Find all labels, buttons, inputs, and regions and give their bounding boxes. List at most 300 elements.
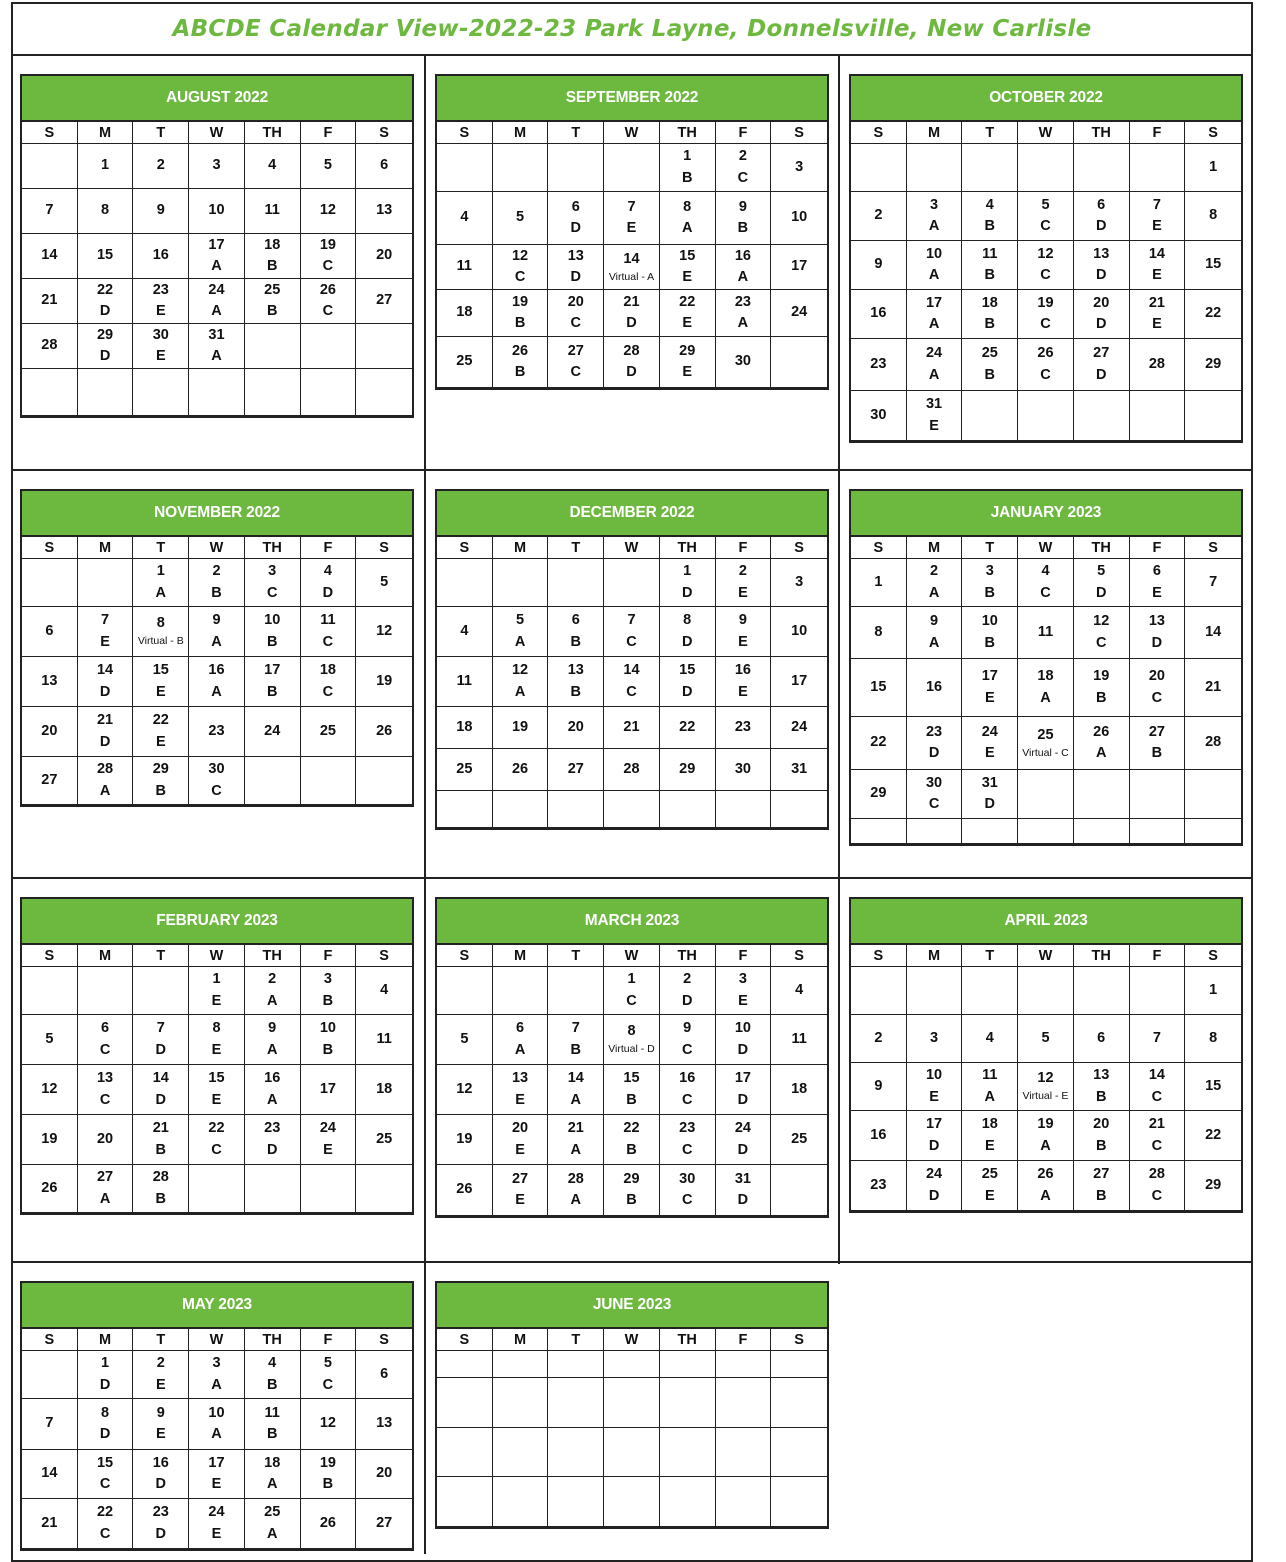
day-number: 23 [734,293,751,310]
day-number: 1 [683,148,692,165]
day-number: 6 [45,622,54,639]
day-cell [437,749,493,791]
day-number: 8 [101,202,110,219]
day-number: 22 [152,712,169,729]
day-number: 20 [567,718,584,735]
rotation-letter: E [155,1426,166,1442]
rotation-letter: C [1040,584,1051,601]
day-number: 7 [156,1020,165,1037]
day-number: 11 [320,612,336,629]
day-cell [716,192,772,245]
rotation-letter: E [155,733,166,750]
weekday-header: T [962,945,1018,967]
day-cell [437,607,493,657]
day-cell [133,324,189,369]
rotation-letter: D [1095,267,1107,283]
rotation-letter: B [322,1476,334,1492]
day-number: 24 [925,345,943,362]
day-cell [437,144,493,192]
day-cell [301,1399,357,1450]
weekday-header: M [907,945,963,967]
day-number: 26 [41,1179,58,1196]
day-cell [604,192,660,245]
day-number: 31 [925,396,943,413]
day-cell [133,1165,189,1213]
day-number: 2 [874,207,883,224]
day-cell [660,791,716,828]
weekday-header: W [189,537,245,559]
day-cell [437,1015,493,1065]
day-number: 1 [101,157,110,174]
day-cell [604,1015,660,1065]
day-cell [660,1065,716,1115]
rotation-letter: A [211,1426,222,1442]
rotation-letter: D [984,796,996,812]
rotation-letter: E [515,1091,525,1108]
day-number: 8 [874,623,883,640]
day-number: 27 [1093,1166,1110,1183]
day-cell [133,1399,189,1450]
day-number: 7 [45,1415,54,1432]
day-cell [548,192,604,245]
day-number: 28 [152,1169,169,1186]
month-calendar [849,489,1243,846]
day-number: 13 [1093,1067,1110,1084]
day-cell [245,189,301,234]
rotation-letter: E [1152,584,1162,601]
day-cell [301,967,357,1015]
day-cell [356,189,412,234]
day-number: 4 [268,1355,277,1372]
day-cell [962,819,1018,844]
rotation-letter: D [626,315,637,331]
day-number: 25 [981,1166,998,1183]
rotation-letter: D [681,584,693,601]
rotation-letter: C [99,1091,111,1108]
rotation-letter: D [99,303,111,319]
day-number: 22 [1205,1126,1222,1143]
rotation-letter: A [211,633,222,650]
day-cell [133,657,189,707]
day-number: 6 [380,157,389,174]
day-number: 5 [460,1030,469,1047]
rotation-letter: A [266,1525,278,1542]
day-cell [771,337,827,388]
rotation-letter: E [682,269,693,285]
day-number: 25 [1037,726,1054,743]
month-title: JANUARY 2023 [851,491,1241,537]
day-cell [245,1351,301,1399]
day-cell [22,1165,78,1213]
day-cell [1074,659,1130,717]
day-number: 16 [870,1126,887,1143]
day-number: 28 [96,761,114,778]
rotation-letter: A [1040,1187,1051,1204]
day-number: 19 [1037,1116,1054,1133]
day-cell [1018,607,1074,659]
rotation-letter: E [984,1187,995,1204]
day-cell [245,707,301,757]
weekday-header: S [437,1329,493,1351]
weekday-header: T [548,1329,604,1351]
day-cell [604,1428,660,1477]
day-cell [716,607,772,657]
day-number: 9 [874,1077,883,1094]
month-title: MAY 2023 [22,1283,412,1329]
day-number: 18 [456,718,473,735]
day-number: 7 [1209,573,1218,590]
day-cell [356,1399,412,1450]
day-cell [851,659,907,717]
day-number: 24 [791,718,808,735]
day-cell [548,1477,604,1527]
day-number: 1 [156,563,165,580]
day-number: 2 [874,1029,883,1046]
rotation-letter: E [211,1091,222,1108]
virtual-day-note: Virtual - E [1022,1090,1069,1103]
day-cell [1074,770,1130,819]
day-number: 14 [41,247,58,264]
day-cell [301,144,357,189]
day-number: 26 [319,1514,336,1531]
day-number: 28 [1148,355,1165,372]
day-number: 28 [567,1170,584,1187]
day-cell [22,144,78,189]
day-cell [1018,967,1074,1015]
rotation-letter: B [570,1041,582,1058]
day-cell [716,245,772,290]
day-number: 21 [152,1120,169,1137]
weekday-header: W [604,122,660,144]
day-cell [1018,192,1074,241]
rotation-letter: D [681,683,693,700]
weekday-header: TH [245,537,301,559]
day-number: 3 [268,563,277,580]
day-cell [604,749,660,791]
day-number: 12 [1093,613,1110,630]
day-cell [604,607,660,657]
day-cell [1185,717,1241,770]
day-number: 15 [96,247,114,264]
rotation-letter: C [1151,1187,1163,1204]
day-cell [356,757,412,805]
rotation-letter: A [1040,689,1051,706]
weekday-header: S [851,537,907,559]
day-number: 31 [734,1170,751,1187]
rotation-letter: B [984,267,996,283]
day-number: 3 [985,563,994,580]
rotation-letter: B [155,1141,167,1158]
day-number: 22 [870,734,887,751]
day-cell [1185,192,1241,241]
day-number: 28 [623,760,640,777]
day-cell [1130,290,1186,339]
month-title: SEPTEMBER 2022 [437,76,827,122]
day-number: 16 [679,1070,696,1087]
day-number: 24 [925,1166,943,1183]
weekday-header: T [133,1329,189,1351]
day-cell [133,234,189,279]
day-cell [22,967,78,1015]
day-cell [1018,819,1074,844]
weekday-header: S [356,122,412,144]
rotation-letter: B [514,315,526,331]
day-cell [78,279,134,324]
day-cell [189,234,245,279]
day-cell [493,707,549,749]
rotation-letter: B [984,316,996,332]
day-cell [301,1351,357,1399]
day-cell [189,1065,245,1115]
day-cell [133,967,189,1015]
day-cell [771,967,827,1015]
day-cell [78,324,134,369]
weekday-header: W [1018,537,1074,559]
day-number: 20 [1148,668,1165,685]
day-cell [962,1111,1018,1161]
rotation-letter: B [322,992,334,1009]
weekday-header: F [1130,945,1186,967]
day-cell [716,1165,772,1216]
rotation-letter: D [681,633,693,650]
rotation-letter: C [681,1192,693,1208]
rotation-letter: D [99,683,111,700]
day-cell [1130,241,1186,290]
day-cell [851,1111,907,1161]
weekday-header: F [1130,537,1186,559]
day-number: 30 [925,774,943,791]
day-cell [245,559,301,607]
day-number: 15 [679,247,696,264]
rotation-letter: D [99,348,111,364]
weekday-header: F [716,537,772,559]
rotation-letter: C [570,315,582,331]
rotation-letter: E [682,315,693,331]
day-number: 8 [683,612,692,629]
weekday-header: S [356,537,412,559]
day-number: 12 [319,202,336,219]
rotation-letter: C [1095,634,1107,651]
day-number: 23 [208,722,225,739]
day-number: 15 [623,1070,640,1087]
rotation-letter: D [626,364,637,380]
day-cell [22,1015,78,1065]
day-number: 7 [1152,196,1161,213]
day-number: 6 [1152,563,1161,580]
day-cell [189,1165,245,1213]
day-cell [1185,819,1241,844]
day-number: 12 [376,622,393,639]
rotation-letter: B [1151,745,1163,761]
rotation-letter: B [570,683,582,700]
day-number: 30 [734,760,751,777]
rotation-letter: A [99,782,111,799]
day-number: 16 [208,662,225,679]
day-number: 12 [511,662,529,679]
day-number: 17 [791,258,808,275]
rotation-letter: B [155,782,167,799]
rotation-letter: D [570,220,582,236]
day-number: 7 [571,1020,580,1037]
day-number: 18 [456,304,473,321]
day-cell [1074,290,1130,339]
day-cell [437,337,493,388]
day-cell [962,1161,1018,1211]
rotation-letter: A [570,1192,582,1208]
day-cell [1074,339,1130,391]
day-cell [133,1065,189,1115]
day-cell [548,607,604,657]
weekday-header: S [437,945,493,967]
day-cell [189,657,245,707]
day-cell [907,1111,963,1161]
day-cell [1185,1161,1241,1211]
day-cell [493,1477,549,1527]
day-number: 24 [791,304,808,321]
day-cell [604,1378,660,1428]
weekday-header: W [1018,122,1074,144]
day-number: 31 [791,760,808,777]
rotation-letter: E [929,1088,939,1105]
day-cell [1074,607,1130,659]
day-number: 27 [567,342,584,359]
day-cell [660,290,716,337]
day-number: 3 [212,157,221,174]
day-number: 29 [870,785,887,802]
day-number: 26 [1037,1166,1054,1183]
day-cell [245,1399,301,1450]
rotation-letter: D [99,733,111,750]
month-grid [437,1329,827,1527]
day-cell [493,749,549,791]
day-cell [301,707,357,757]
rotation-letter: B [626,1141,637,1158]
rotation-letter: A [99,1190,111,1207]
weekday-header: M [78,537,134,559]
day-cell [1074,1063,1130,1111]
day-cell [1018,144,1074,192]
rotation-letter: A [984,1088,996,1105]
month-grid [22,122,412,416]
day-number: 18 [981,294,998,311]
day-number: 1 [874,573,883,590]
day-cell [245,967,301,1015]
rotation-letter: B [155,1190,167,1207]
day-number: 29 [96,326,114,343]
day-number: 18 [376,1080,393,1097]
day-cell [78,707,134,757]
day-cell [356,1165,412,1213]
day-cell [604,1065,660,1115]
weekday-header: S [437,122,493,144]
rotation-letter: D [737,1141,749,1158]
month-title: AUGUST 2022 [22,76,412,122]
day-cell [189,1499,245,1549]
day-cell [660,559,716,607]
rotation-letter: E [738,633,748,650]
day-number: 13 [1093,245,1110,262]
day-cell [1018,290,1074,339]
rotation-letter: E [984,689,995,706]
day-number: 31 [981,774,998,791]
day-cell [907,1063,963,1111]
rotation-letter: E [1152,316,1162,332]
weekday-header: TH [660,537,716,559]
rotation-letter: B [984,634,996,651]
day-number: 26 [1093,723,1110,740]
day-number: 17 [925,1116,943,1133]
day-cell [493,1065,549,1115]
rotation-letter: B [266,683,278,700]
day-cell [962,391,1018,441]
rotation-letter: E [211,1525,222,1542]
day-cell [604,707,660,749]
weekday-header: F [716,1329,772,1351]
day-number: 5 [1041,196,1050,213]
day-number: 25 [456,353,473,370]
rotation-letter: D [99,1426,111,1442]
weekday-header: S [771,945,827,967]
day-cell [245,234,301,279]
rotation-letter: E [984,1137,995,1154]
rotation-letter: D [928,745,940,761]
day-cell [1130,770,1186,819]
day-number: 5 [516,209,525,226]
day-cell [493,337,549,388]
rotation-letter: A [266,1091,278,1108]
month-title: OCTOBER 2022 [851,76,1241,122]
weekday-header: S [22,945,78,967]
day-cell [78,1065,134,1115]
day-cell [1185,241,1241,290]
weekday-header: T [133,537,189,559]
day-cell [1185,290,1241,339]
day-cell [1185,770,1241,819]
day-cell [133,707,189,757]
day-number: 31 [208,326,225,343]
day-number: 27 [1093,345,1110,362]
weekday-header: F [301,945,357,967]
weekday-header: M [78,945,134,967]
day-cell [133,144,189,189]
day-cell [907,607,963,659]
day-cell [962,717,1018,770]
weekday-header: F [301,537,357,559]
day-cell [1130,339,1186,391]
day-number: 4 [323,563,332,580]
day-number: 27 [96,1169,114,1186]
day-cell [1018,241,1074,290]
rotation-letter: C [737,169,749,186]
day-number: 8 [1209,207,1218,224]
weekday-header: TH [1074,122,1130,144]
day-cell [548,144,604,192]
day-cell [22,1450,78,1499]
rotation-letter: E [515,1141,525,1158]
rotation-letter: A [211,683,222,700]
weekday-header: TH [245,945,301,967]
day-cell [493,1165,549,1216]
weekday-header: S [771,1329,827,1351]
rotation-letter: E [515,1192,525,1208]
day-number: 27 [41,771,58,788]
day-cell [189,144,245,189]
day-cell [851,290,907,339]
day-cell [1074,967,1130,1015]
weekday-header: W [189,945,245,967]
day-number: 30 [152,326,169,343]
weekday-header: T [548,122,604,144]
